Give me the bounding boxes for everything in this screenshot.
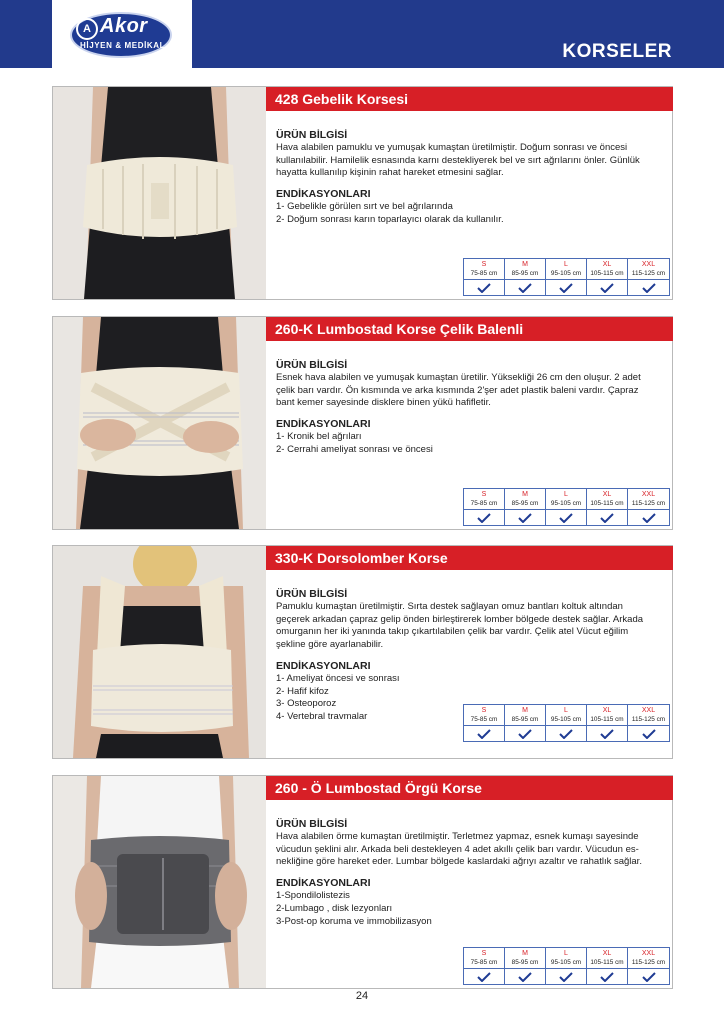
size-label: M	[522, 261, 528, 268]
info-line: Hava alabilen örme kumaştan üretilmiştir. Terletmez yapmaz, esnek kumaşı sayesinde	[276, 831, 639, 842]
info-heading: ÜRÜN BİLGİSİ	[276, 588, 348, 600]
size-range: 105-115 cm	[590, 716, 624, 723]
checkmark-icon	[546, 510, 586, 525]
info-line: Pamuklu kumaştan üretilmiştir. Sırta destek sağlayan omuz bantları koltuk altından	[276, 601, 623, 612]
size-label: XXL	[641, 707, 656, 714]
checkmark-icon	[546, 280, 586, 295]
size-range: 75-85 cm	[470, 716, 498, 723]
indication-item: 1-Spondilolistezis	[276, 890, 350, 902]
indication-item: 2- Doğum sonrası karın toparlayıcı olarak da kullanılır.	[276, 213, 504, 225]
size-range: 115-125 cm	[631, 716, 666, 723]
product-card-428	[52, 86, 673, 300]
indication-item: 4- Vertebral travmalar	[276, 710, 368, 722]
product-card-330-k	[52, 545, 673, 759]
info-line: vücudun şeklini alır. Arkada beli destekleyen 4 adet akıllı çelik barı vardır. Vücudun es-	[276, 843, 639, 855]
size-label: XL	[602, 707, 612, 714]
checkmark-icon	[587, 726, 627, 741]
size-range: 95-105 cm	[550, 716, 582, 723]
indication-item: 1- Gebelikle görülen sırt ve bel ağrılarında	[276, 201, 453, 213]
size-table	[463, 258, 670, 296]
info-line: hayatta kullanılıp kişinin rahat hareket etmesini sağlar.	[276, 167, 504, 179]
checkmark-icon	[464, 726, 504, 741]
checkmark-icon	[505, 726, 545, 741]
size-range: 85-95 cm	[511, 959, 539, 966]
indication-item: 1- Kronik bel ağrıları	[276, 431, 362, 443]
size-label: M	[522, 707, 528, 714]
size-label: L	[564, 491, 568, 498]
indications-heading: ENDİKASYONLARI	[276, 188, 371, 201]
checkmark-icon	[546, 969, 586, 984]
checkmark-icon	[628, 969, 669, 984]
indication-item: 2- Hafif kifoz	[276, 685, 329, 697]
size-table	[463, 488, 670, 526]
info-line: geçerek arkadan çapraz gelip önden birleştirerek lomber bölgede destek sağlar. Arkada	[276, 613, 644, 625]
info-line: şekline göre ayarlanabilir.	[276, 639, 384, 651]
info-line: kullanılabilir. Hamilelik esnasında karnı destekliyerek bel ve sırt ağrılarını önler. Günlük	[276, 154, 640, 166]
product-title-bar	[266, 546, 673, 570]
product-title: 260 - Ö Lumbostad Örgü Korse	[275, 780, 482, 796]
indications-heading: ENDİKASYONLARI	[276, 877, 371, 890]
indication-item: 3- Osteoporoz	[276, 698, 337, 710]
size-range: 105-115 cm	[590, 270, 624, 277]
product-title: 260-K Lumbostad Korse Çelik Balenli	[275, 321, 524, 337]
product-description	[276, 818, 668, 928]
section-title: KORSELER	[562, 41, 672, 62]
size-label: S	[481, 491, 487, 498]
indication-item: 2- Cerrahi ameliyat sonrası ve öncesi	[276, 443, 433, 455]
checkmark-icon	[546, 726, 586, 741]
size-range: 95-105 cm	[550, 270, 582, 277]
info-line: bant kemer sayesinde disklere binen yükü hafifletir.	[276, 397, 491, 409]
size-label: XL	[602, 491, 612, 498]
size-range: 75-85 cm	[470, 270, 498, 277]
product-title-bar	[266, 776, 673, 800]
size-range: 95-105 cm	[550, 959, 582, 966]
product-photo-260-o	[53, 776, 266, 988]
product-card-260-k	[52, 316, 673, 530]
indications-heading: ENDİKASYONLARI	[276, 418, 371, 431]
checkmark-icon	[628, 280, 669, 295]
info-line: çelik barı vardır. Ön kısmında ve arka kısmında 2'şer adet plastik baleni vardır. Çapraz	[276, 384, 639, 396]
size-label: L	[564, 707, 568, 714]
indication-item: 3-Post-op koruma ve immobilizasyon	[276, 915, 432, 927]
size-label: XL	[602, 261, 612, 268]
size-range: 105-115 cm	[590, 500, 624, 507]
info-line: omurganın her iki yanında takıp çıkartılabilen çelik bar vardır. Çelik atel Vücut eğilim	[276, 626, 629, 638]
product-description	[276, 129, 668, 227]
checkmark-icon	[464, 969, 504, 984]
info-heading: ÜRÜN BİLGİSİ	[276, 129, 348, 141]
size-range: 85-95 cm	[511, 500, 539, 507]
info-line: Esnek hava alabilen ve yumuşak kumaştan üretilir. Yüksekliği 26 cm den oluşur. 2 adet	[276, 372, 641, 383]
size-label: L	[564, 950, 568, 957]
checkmark-icon	[505, 510, 545, 525]
size-range: 85-95 cm	[511, 270, 539, 277]
size-label: S	[481, 261, 487, 268]
product-title-bar	[266, 317, 673, 341]
logo-name: Akor	[100, 15, 148, 37]
indication-item: 2-Lumbago , disk lezyonları	[276, 902, 393, 914]
size-table	[463, 704, 670, 742]
checkmark-icon	[464, 280, 504, 295]
size-range: 115-125 cm	[631, 959, 666, 966]
size-label: XL	[602, 950, 612, 957]
info-heading: ÜRÜN BİLGİSİ	[276, 359, 348, 371]
indication-item: 1- Ameliyat öncesi ve sonrası	[276, 672, 400, 684]
size-range: 115-125 cm	[631, 500, 666, 507]
size-range: 75-85 cm	[470, 500, 498, 507]
page-number: 24	[355, 990, 369, 1002]
product-title-bar	[266, 87, 673, 111]
checkmark-icon	[628, 510, 669, 525]
size-label: S	[481, 707, 487, 714]
size-label: XXL	[641, 261, 656, 268]
product-title: 330-K Dorsolomber Korse	[275, 550, 448, 566]
info-heading: ÜRÜN BİLGİSİ	[276, 818, 348, 830]
info-line: nekliğine göre hareket eder. Lumbar bölgede kaslardaki ağrıyı azaltır ve rahatlık sağlar.	[276, 856, 642, 868]
checkmark-icon	[587, 510, 627, 525]
info-line: Hava alabilen pamuklu ve yumuşak kumaştan üretilmiştir. Doğum sonrası ve öncesi	[276, 142, 628, 153]
product-description	[276, 359, 668, 457]
indications-heading: ENDİKASYONLARI	[276, 659, 371, 672]
size-label: M	[522, 491, 528, 498]
size-table	[463, 947, 670, 985]
product-card-260-o	[52, 775, 673, 989]
checkmark-icon	[464, 510, 504, 525]
size-range: 105-115 cm	[590, 959, 624, 966]
checkmark-icon	[505, 280, 545, 295]
logo-emblem-icon: A	[76, 18, 98, 40]
size-range: 85-95 cm	[511, 716, 539, 723]
size-label: L	[564, 261, 568, 268]
product-title: 428 Gebelik Korsesi	[275, 91, 409, 107]
product-photo-428	[53, 87, 266, 299]
product-photo-260-k	[53, 317, 266, 529]
size-range: 115-125 cm	[631, 270, 666, 277]
checkmark-icon	[628, 726, 669, 741]
checkmark-icon	[505, 969, 545, 984]
size-range: 95-105 cm	[550, 500, 582, 507]
product-photo-330-k	[53, 546, 266, 758]
size-label: XXL	[641, 491, 656, 498]
size-label: XXL	[641, 950, 656, 957]
checkmark-icon	[587, 969, 627, 984]
size-range: 75-85 cm	[470, 959, 498, 966]
checkmark-icon	[587, 280, 627, 295]
size-label: M	[522, 950, 528, 957]
size-label: S	[481, 950, 487, 957]
logo-subtitle: HİJYEN & MEDİKAL	[80, 41, 166, 50]
